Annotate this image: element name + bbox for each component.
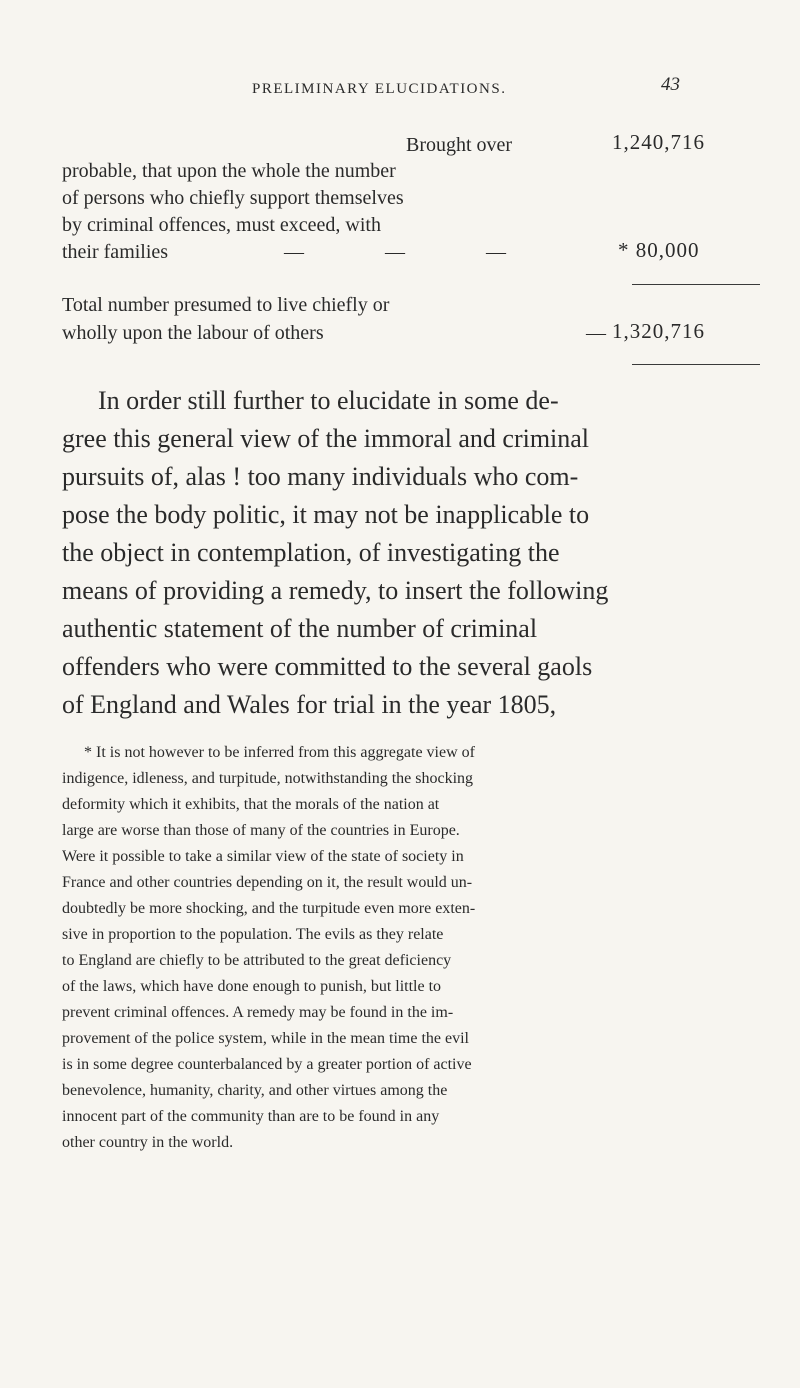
total-line: Total number presumed to live chiefly or: [62, 294, 390, 316]
footnote-line: Were it possible to take a similar view of the state of society in: [62, 848, 464, 865]
running-header: [252, 74, 680, 98]
ledger-line: probable, that upon the whole the number: [62, 160, 396, 182]
footnote-line: provement of the police system, while in the mean time the evil: [62, 1030, 469, 1047]
total-dash: —: [586, 322, 606, 344]
page-number: 43: [661, 74, 680, 95]
footnote-line: indigence, idleness, and turpitude, notwithstanding the shocking: [62, 770, 474, 787]
footnote-line: large are worse than those of many of the countries in Europe.: [62, 822, 460, 839]
header-title: PRELIMINARY ELUCIDATIONS.: [252, 81, 507, 97]
footnote-line: innocent part of the community than are to be found in any: [62, 1108, 440, 1125]
footnote-line: to England are chiefly to be attributed to the great deficiency: [62, 952, 452, 969]
total-rule: [632, 364, 760, 365]
footnote-line: is in some degree counterbalanced by a greater portion of active: [62, 1056, 472, 1073]
ledger-line: by criminal offences, must exceed, with: [62, 214, 381, 236]
footnote-line: other country in the world.: [62, 1134, 234, 1151]
paragraph-line: authentic statement of the number of criminal: [62, 614, 538, 643]
footnote-line: deformity which it exhibits, that the morals of the nation at: [62, 796, 440, 813]
paragraph-line: offenders who were committed to the several gaols: [62, 652, 593, 681]
footnote-line: doubtedly be more shocking, and the turpitude even more exten-: [62, 900, 476, 917]
total-value: 1,320,716: [612, 319, 705, 343]
paragraph-line: the object in contemplation, of investigating the: [62, 538, 560, 567]
paragraph-line: means of providing a remedy, to insert the following: [62, 576, 609, 605]
ledger-families-label: their families: [62, 241, 169, 263]
paragraph-line: pose the body politic, it may not be inapplicable to: [62, 500, 590, 529]
footnote-line: benevolence, humanity, charity, and other virtues among the: [62, 1082, 448, 1099]
footnote-line: of the laws, which have done enough to punish, but little to: [62, 978, 442, 995]
footnote-line: sive in proportion to the population. The evils as they relate: [62, 926, 444, 943]
paragraph-line: of England and Wales for trial in the year 1805,: [62, 690, 557, 719]
paragraph-line: pursuits of, alas ! too many individuals who com-: [62, 462, 579, 491]
brought-over-value: 1,240,716: [612, 130, 705, 154]
footnote-line: prevent criminal offences. A remedy may be found in the im-: [62, 1004, 454, 1021]
ledger-line: of persons who chiefly support themselves: [62, 187, 404, 209]
footnote-line: * It is not however to be inferred from this aggregate view of: [84, 744, 475, 761]
brought-over-label: Brought over: [406, 134, 513, 156]
footnote-line: France and other countries depending on it, the result would un-: [62, 874, 473, 891]
paragraph-line: gree this general view of the immoral and criminal: [62, 424, 590, 453]
total-line: wholly upon the labour of others: [62, 322, 324, 344]
ledger-dashes: — — —: [284, 241, 544, 263]
families-value: * 80,000: [618, 238, 700, 262]
sum-rule: [632, 284, 760, 285]
paragraph-line: In order still further to elucidate in some de-: [98, 386, 559, 415]
